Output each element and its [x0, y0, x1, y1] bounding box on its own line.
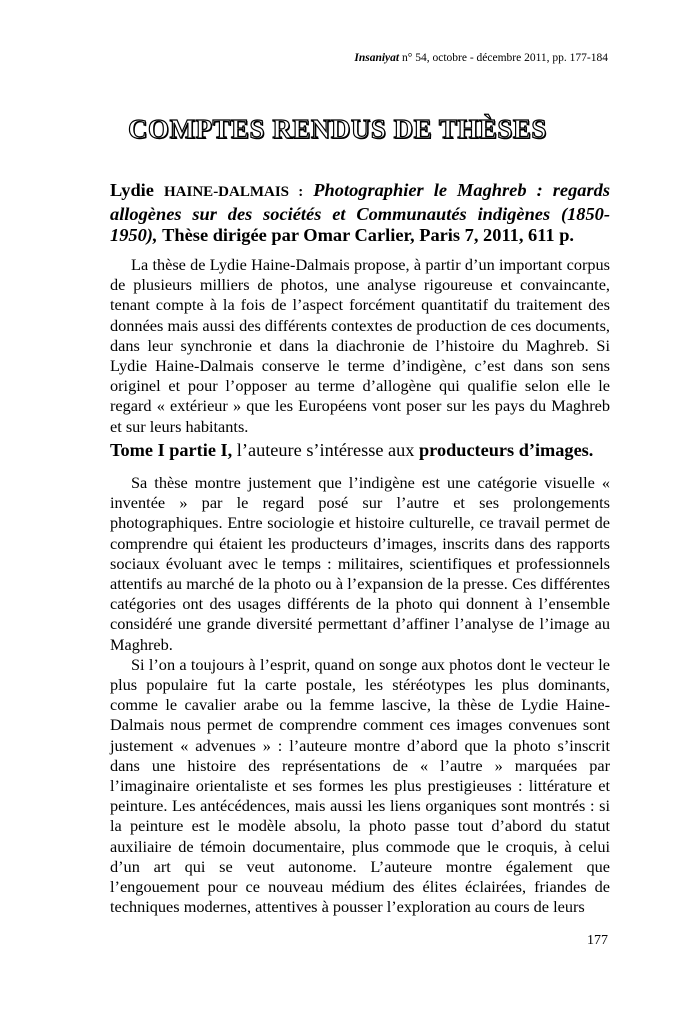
subheading-part: Tome I partie I,	[110, 440, 233, 460]
intro-block	[110, 255, 610, 437]
thesis-title: Photographier le Maghreb : regards allogènes sur des sociétés et Communautés indigènes (1850-1950),	[110, 180, 610, 245]
paragraph-2: Sa thèse montre justement que l’indigène est une catégorie visuelle « inventée » par le regard posé sur l’autre et ses prolongements photographiques. Entre sociologie et histoire culturelle, ce travail permet de comprendre qui étaient les producteurs d’images, inscrits dans des rapports sociaux évoluant avec le temps : militaires, scientifiques et professionnels attentifs au marché de la photo ou à l’expansion de la presse. Ces différentes catégories ont des usages différents de la photo qui donnent à l’ensemble considéré une grande diversité permettant d’affiner l’analyse de l’image au Maghreb.	[110, 473, 610, 654]
body-block	[110, 473, 610, 917]
issue-details: n° 54, octobre - décembre 2011, pp. 177-184	[399, 52, 608, 64]
author-last-name: HAINE-DALMAIS :	[164, 184, 304, 200]
thesis-info: Thèse dirigée par Omar Carlier, Paris 7, 2011, 611 p.	[162, 225, 575, 245]
subheading-topic: producteurs d’images.	[419, 440, 594, 460]
journal-name: Insaniyat	[354, 52, 400, 64]
author-first-name: Lydie	[110, 180, 165, 200]
section-title: COMPTES RENDUS DE THÈSES	[128, 114, 547, 144]
running-head	[354, 52, 608, 64]
section-subheading	[110, 440, 610, 461]
paragraph-intro: La thèse de Lydie Haine-Dalmais propose, à partir d’un important corpus de plusieurs milliers de photos, une analyse rigoureuse et convaincante, tenant compte à la fois de l’aspect forcément quantitatif du traitement des données mais aussi des différents contextes de production de ces documents, dans leur synchronie et dans la diachronie de l’histoire du Maghreb. Si Lydie Haine-Dalmais conserve le terme d’indigène, c’est dans son sens originel et pour l’opposer au terme d’allogène qui qualifie selon elle le regard « extérieur » que les Européens vont poser sur les pays du Maghreb et sur leurs habitants.	[110, 255, 610, 436]
paragraph-3: Si l’on a toujours à l’esprit, quand on songe aux photos dont le vecteur le plus populaire fut la carte postale, les stéréotypes les plus dominants, comme le cavalier arabe ou la femme lascive, la thèse de Lydie Haine-Dalmais nous permet de comprendre comment ces images convenues sont justement « advenues » : l’auteure montre d’abord que la photo s’inscrit dans une histoire des représentations de « l’autre » marquées par l’imaginaire orientaliste et ses formes les plus prestigieuses : littérature et peinture. Les antécédences, mais aussi les liens organiques sont montrés : si la peinture est le modèle absolu, la photo passe tout d’abord du statut auxiliaire de témoin documentaire, plus commode que le croquis, à celui d’un art qui se veut autonome. L’auteure montre également que l’engouement pour ce nouveau médium des élites éclairées, friandes de techniques modernes, attentives à pousser l’exploration au cours de leurs	[110, 654, 610, 917]
subheading-middle: l’auteure s’intéresse aux	[232, 440, 420, 460]
page-number: 177	[587, 933, 608, 948]
review-heading	[110, 180, 610, 247]
